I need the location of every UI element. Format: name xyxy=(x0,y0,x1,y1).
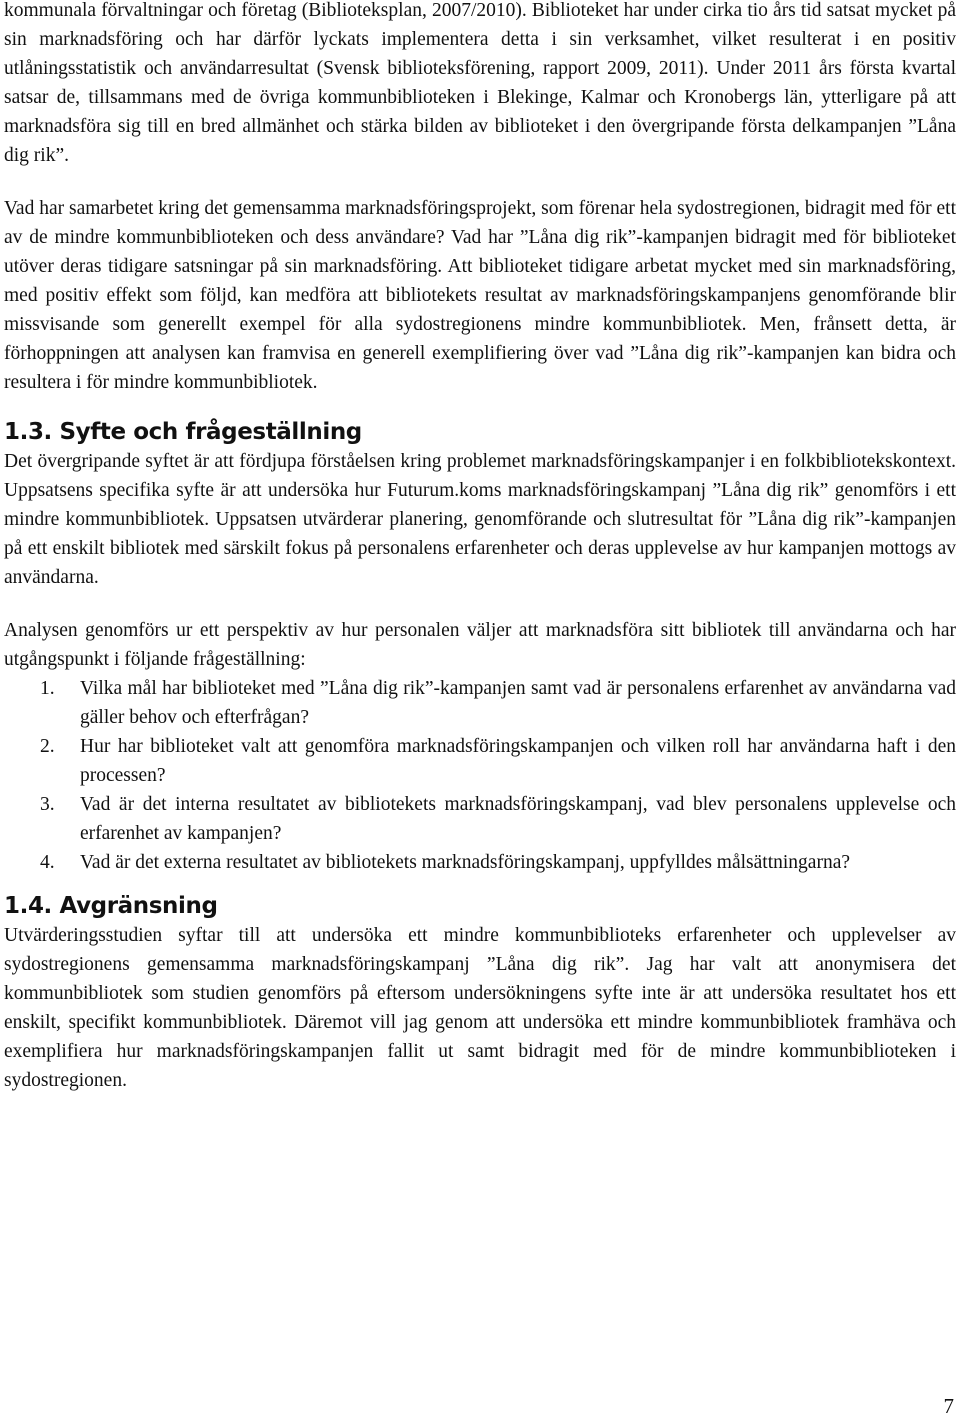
list-item xyxy=(4,848,956,877)
question-list xyxy=(4,674,956,877)
body-paragraph: Det övergripande syftet är att fördjupa förståelsen kring problemet marknadsföringskampanjer i en folkbibliotekskontext. Uppsatsens specifika syfte är att undersöka hur Futurum.koms marknadsföringskampanj ”Låna dig rik” genomförs i ett mindre kommunbibliotek. Uppsatsen utvärderar planering, genomförande och slutresultat för ”Låna dig rik”-kampanjen på ett enskilt bibliotek med särskilt fokus på personalens erfarenheter och deras upplevelse av hur kampanjen mottogs av användarna. xyxy=(4,451,956,588)
section-heading: 1.4. Avgränsning xyxy=(4,893,218,919)
list-item xyxy=(4,732,956,790)
list-item-number: 3. xyxy=(40,794,55,815)
list-item-text: Hur har biblioteket valt att genomföra marknadsföringskampanjen och vilken roll har användarna haft i den processen? xyxy=(80,736,956,786)
list-item xyxy=(4,674,956,732)
list-item-text: Vad är det interna resultatet av bibliotekets marknadsföringskampanj, vad blev personalens upplevelse och erfarenhet av kampanjen? xyxy=(80,794,956,844)
list-item-number: 4. xyxy=(40,852,55,873)
body-paragraph: Analysen genomförs ur ett perspektiv av hur personalen väljer att marknadsföra sitt bibliotek till användarna och har utgångspunkt i följande frågeställning: xyxy=(4,620,956,670)
section-heading: 1.3. Syfte och frågeställning xyxy=(4,419,362,445)
page-number: 7 xyxy=(943,1394,954,1418)
list-item-text: Vad är det externa resultatet av bibliotekets marknadsföringskampanj, uppfylldes målsättningarna? xyxy=(80,852,851,873)
list-item-number: 2. xyxy=(40,736,55,757)
document-page xyxy=(4,0,956,1095)
list-item xyxy=(4,790,956,848)
list-item-number: 1. xyxy=(40,678,55,699)
list-item-text: Vilka mål har biblioteket med ”Låna dig rik”-kampanjen samt vad är personalens erfarenhet av användarna vad gäller behov och efterfrågan? xyxy=(80,678,956,728)
body-paragraph: Vad har samarbetet kring det gemensamma marknadsföringsprojekt, som förenar hela sydostregionen, bidragit med för ett av de mindre kommunbiblioteken och dess användare? Vad har ”Låna dig rik”-kampanjen bidragit med för biblioteket utöver deras tidigare satsningar på sin marknadsföring. Att biblioteket tidigare arbetat mycket med sin marknadsföring, med positiv effekt som följd, kan medföra att bibliotekets resultat av marknadsföringskampanjens genomförande blir missvisande som generellt exempel för alla sydostregionens mindre kommunbibliotek. Men, frånsett detta, är förhoppningen att analysen kan framvisa en generell exemplifiering över vad ”Låna dig rik”-kampanjen kan bidra och resultera i för mindre kommunbibliotek. xyxy=(4,198,956,393)
body-paragraph: Utvärderingsstudien syftar till att undersöka ett mindre kommunbiblioteks erfarenheter och upplevelser av sydostregionens gemensamma marknadsföringskampanj ”Låna dig rik”. Jag har valt att anonymisera det kommunbibliotek som studien genomförs på eftersom undersökningens syfte inte är att undersöka resultatet hos ett enskilt, specifikt kommunbibliotek. Däremot vill jag genom att undersöka ett mindre kommunbibliotek framhäva och exemplifiera hur marknadsföringskampanjen fallit ut samt bidragit med för de mindre kommunbiblioteken i sydostregionen. xyxy=(4,925,956,1091)
body-paragraph: kommunala förvaltningar och företag (Biblioteksplan, 2007/2010). Biblioteket har under cirka tio års tid satsat mycket på sin marknadsföring och har därför lyckats implementera detta i sin verksamhet, vilket resulterat i en positiv utlåningsstatistik och användarresultat (Svensk biblioteksförening, rapport 2009, 2011). Under 2011 års första kvartal satsar de, tillsammans med de övriga kommunbiblioteken i Blekinge, Kalmar och Kronobergs län, ytterligare på att marknadsföra sig till en bred allmänhet och stärka bilden av biblioteket i den övergripande första delkampanjen ”Låna dig rik”. xyxy=(4,0,956,166)
